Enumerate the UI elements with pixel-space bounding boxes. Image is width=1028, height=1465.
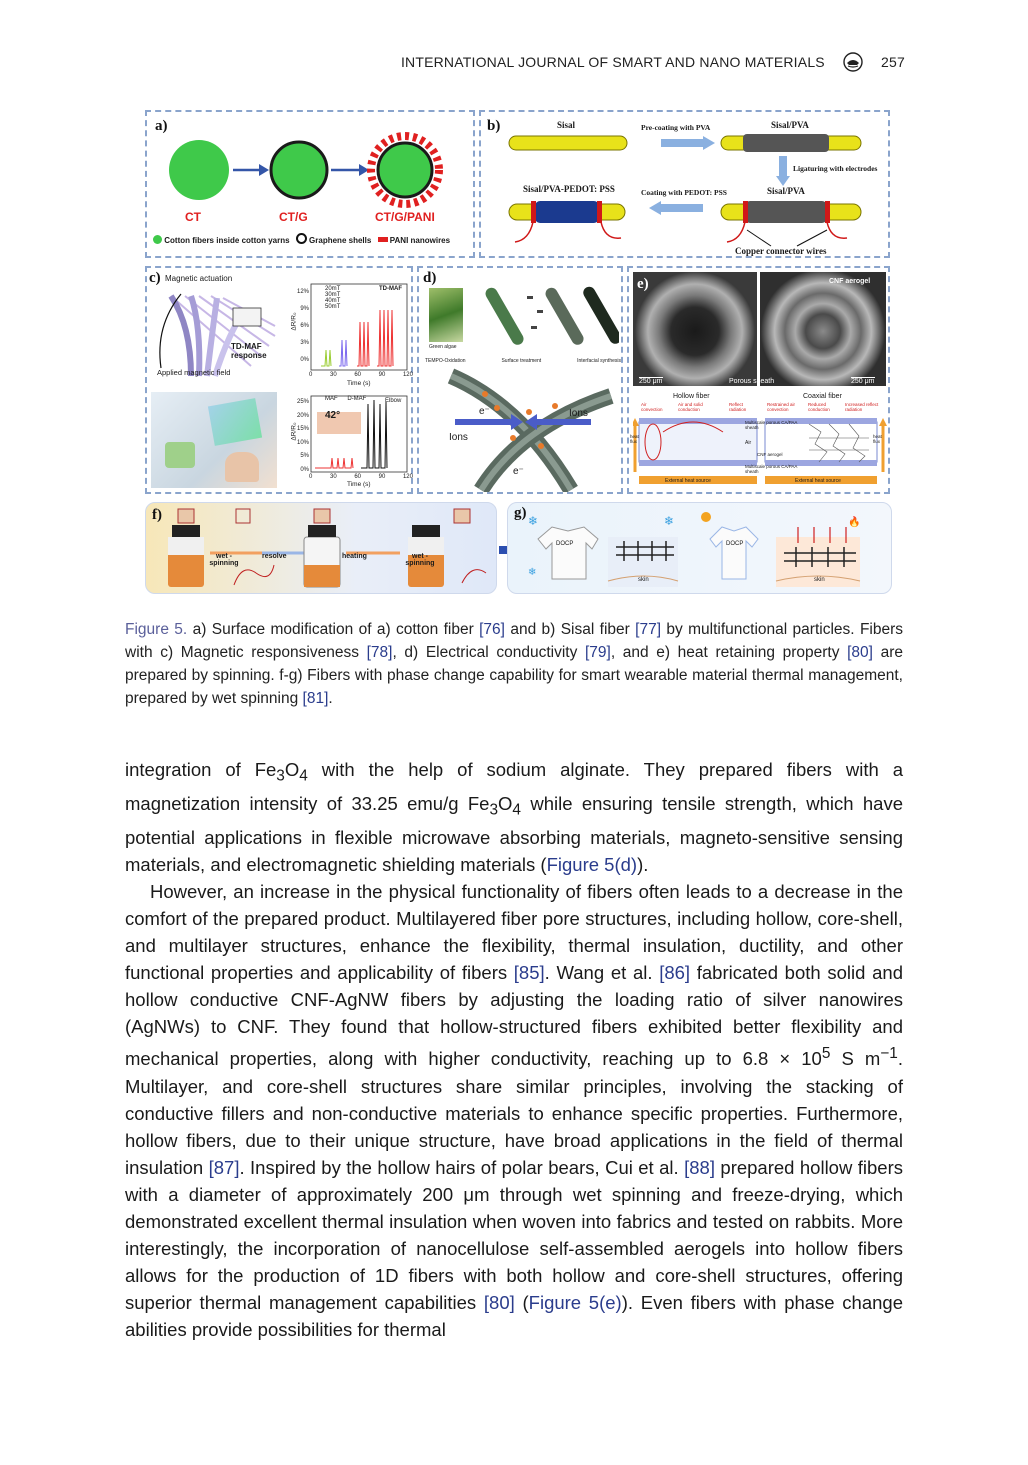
p2-text-g: prepared hollow fibers with a diameter of approximately 200 μm through wet spinning and freeze-drying, which demonstrated excellent thermal insulation when woven into fabrics and tested on rabbits. More interestingly, the incorporation of nanocellulose self-assembled aerogels into hollow fibers allows for the production of 1D fibers with both hollow and core-shell structures, offering superior thermal management capabilities xyxy=(125,1156,903,1314)
p2-text-i: ). Even fibers with phase change abilities provide possibilities for thermal xyxy=(125,1292,904,1341)
label-increased: Increased reflect radiation xyxy=(845,402,879,412)
running-head xyxy=(0,52,905,72)
svg-text:🔥: 🔥 xyxy=(848,517,861,528)
plot1-ytick-0: 12% xyxy=(296,289,309,295)
label-air-solid: Air and solid conduction xyxy=(678,402,703,412)
label-docp-1: DOCP xyxy=(556,541,574,547)
citation-87[interactable]: [87] xyxy=(208,1156,240,1178)
plot2-ytick-0: 25% xyxy=(296,399,309,405)
panel-f xyxy=(145,502,497,594)
p1-text-b: O xyxy=(284,759,300,780)
panel-d-letter: d) xyxy=(423,270,437,286)
label-ct-g: CT/G xyxy=(279,210,308,224)
sem-hollow-fiber-image xyxy=(633,272,757,386)
label-wet-spinning-2: wet -spinning xyxy=(405,553,435,567)
plot1-series-1: 30mT xyxy=(325,292,341,298)
plot2-ytick-5: 0% xyxy=(300,466,309,473)
page-number: 257 xyxy=(881,54,905,70)
label-skin-1: skin xyxy=(638,577,649,583)
label-reflect: Reflect radiation xyxy=(729,402,747,412)
label-scale-2: 250 μm xyxy=(851,378,875,385)
plot2-series-0: MAF xyxy=(325,396,338,402)
label-electron-2: e⁻ xyxy=(513,466,524,477)
plot2-ytick-3: 10% xyxy=(296,439,309,446)
label-restrained: Restrained air convection xyxy=(767,402,796,412)
label-ct: CT xyxy=(185,210,201,224)
p2-text-e: . Multilayer, and core-shell structures share similar principles, involving the stacking of conductive fillers and non-conductive materials to enhance specific properties. Furthermore, hollow fibers, due to their unique structure, have broad applications in the field of thermal insulation xyxy=(125,1048,903,1178)
label-coating: Coating with PEDOT: PSS xyxy=(641,188,727,197)
plot1-ytick-2: 6% xyxy=(300,323,309,329)
label-green-algae: Green algae xyxy=(429,344,457,350)
label-docp-2: DOCP xyxy=(726,541,744,547)
p1-text-e: while ensuring tensile strength, which have potential applications in flexible microwave absorbing materials, magneto-sensitive sensing materials, and electromagnetic shielding materials ( xyxy=(125,792,903,875)
figure-caption xyxy=(125,618,903,710)
citation-85[interactable]: [85] xyxy=(513,962,545,984)
panel-g xyxy=(507,502,892,594)
label-scale-1: 250 μm xyxy=(639,378,663,385)
label-heat-flux-right: heat flux xyxy=(873,434,882,444)
svg-text:❄: ❄ xyxy=(528,567,537,578)
citation-79[interactable]: [79] xyxy=(584,644,611,661)
p2-text-h: ( xyxy=(514,1292,529,1314)
p2-text-c: fabricated both solid and hollow conductive CNF-AgNW fibers by adjusting the loading ratio of silver nanowires (AgNWs) to CNF. They found that hollow-structured fibers exhibited better flexibility and mechanical properties, along with higher conductivity, reaching up to 6.8 × 10 xyxy=(125,962,903,1070)
label-surface: Surface treatment xyxy=(501,358,542,364)
label-sisal-pva-pedot: Sisal/PVA-PEDOT: PSS xyxy=(523,184,615,194)
label-multiscale-bottom: Multiscale porous CA/PAA sheath xyxy=(745,464,798,474)
legend-cotton-icon xyxy=(153,235,162,244)
plot1-ytick-3: 3% xyxy=(300,340,309,346)
journal-logo-icon xyxy=(843,52,863,72)
panel-a-letter: a) xyxy=(155,118,168,134)
citation-86[interactable]: [86] xyxy=(659,962,691,984)
label-air-convection: Air convection xyxy=(641,402,663,412)
ct-g-pani-fiber-icon xyxy=(371,136,439,204)
plot1-xtick-1: 30 xyxy=(329,372,337,378)
label-reduced: Reduced conduction xyxy=(808,402,830,412)
label-external-2: External heat source xyxy=(795,478,841,484)
label-multiscale-top: Multiscale porous CA/PAA sheath xyxy=(745,420,798,430)
panel-d-steps xyxy=(425,358,621,364)
label-tempo: TEMPO-Oxidation xyxy=(425,358,466,364)
caption-text-3: by multifunctional particles. Fibers with c) Magnetic responsiveness xyxy=(125,621,904,661)
paragraph-1 xyxy=(125,756,903,878)
ct-fiber-icon xyxy=(169,140,229,200)
panel-c-letter: c) xyxy=(149,270,161,286)
panel-e xyxy=(627,266,890,494)
fiber-synthesis-diagram xyxy=(469,276,619,356)
p1-text-d: O xyxy=(498,792,513,814)
label-sisal-pva-bottom: Sisal/PVA xyxy=(767,186,805,196)
panel-e-letter: e) xyxy=(637,276,649,292)
plot1-ytick-1: 9% xyxy=(300,306,309,312)
coaxial-annotations xyxy=(767,402,885,412)
panel-a-legend xyxy=(153,233,450,245)
label-porous-sheath: Porous sheath xyxy=(729,378,775,385)
elbow-plot xyxy=(301,394,411,480)
plot1-xtick-2: 60 xyxy=(354,372,361,378)
panel-f-diagram xyxy=(146,503,496,593)
caption-text-6: are prepared by spinning. f-g) Fibers with phase change capability for smart wearable material thermal management, prepared by wet spinning xyxy=(125,644,903,707)
caption-text-4: , d) Electrical conductivity xyxy=(392,644,585,661)
legend-pani-icon xyxy=(378,237,388,242)
label-heating: heating xyxy=(342,553,367,560)
legend-graphene-icon xyxy=(296,233,307,244)
label-coaxial-fiber: Coaxial fiber xyxy=(803,393,842,400)
plot2-xtick-0: 0 xyxy=(309,474,313,480)
plot2-ytick-2: 15% xyxy=(296,426,309,433)
plot1-ytick-4: 0% xyxy=(300,357,309,363)
legend-cotton: Cotton fibers inside cotton yarns xyxy=(164,236,290,245)
plot1-xticks xyxy=(309,372,413,378)
panel-f-letter: f) xyxy=(152,507,162,523)
plot2-ytick-1: 20% xyxy=(296,412,309,419)
panel-d xyxy=(417,266,623,494)
label-resolve: resolve xyxy=(262,553,287,560)
label-hollow-fiber: Hollow fiber xyxy=(673,393,710,400)
figure-5e-link[interactable]: Figure 5(e) xyxy=(528,1292,622,1314)
citation-80-body[interactable]: [80] xyxy=(483,1292,515,1314)
citation-88[interactable]: [88] xyxy=(684,1156,715,1178)
plot2-xtick-2: 60 xyxy=(354,474,361,480)
label-heat-flux-left: heat flux xyxy=(630,434,639,444)
label-cnf: CNF aerogel xyxy=(757,452,783,457)
caption-label: Figure 5. xyxy=(125,621,188,638)
legend-pani: PANI nanowires xyxy=(389,236,451,245)
panel-g-letter: g) xyxy=(514,505,527,521)
hollow-annotations xyxy=(641,402,759,412)
plot2-angle: 42° xyxy=(325,410,341,421)
panel-b-letter: b) xyxy=(487,118,501,134)
plot1-xlabel: Time (s) xyxy=(347,380,371,387)
panel-g-diagram xyxy=(508,503,891,593)
p1-sub-3: 3 xyxy=(489,801,499,819)
p1-text-a: integration of Fe xyxy=(125,759,277,780)
p1-sub-2: 4 xyxy=(299,767,308,785)
panel-c xyxy=(145,266,413,494)
p1-sub-4: 4 xyxy=(512,801,521,819)
plot1-series-3: 50mT xyxy=(325,304,341,310)
plot2-legend xyxy=(325,396,366,402)
plot1-tag: TD-MAF xyxy=(379,286,402,292)
p1-sub-1: 3 xyxy=(276,767,285,785)
label-precoat: Pre-coating with PVA xyxy=(641,123,711,132)
figure-5 xyxy=(145,110,890,595)
caption-text-7: . xyxy=(328,690,333,707)
label-ions-left: Ions xyxy=(449,432,468,443)
legend-graphene: Graphene shells xyxy=(309,236,372,245)
td-maf-plot xyxy=(301,280,411,380)
panel-b xyxy=(479,110,890,258)
plot2-xtick-4: 120 xyxy=(402,474,413,480)
green-algae-photo xyxy=(429,288,463,342)
label-interfacial: Interfacial synthesis xyxy=(577,358,621,364)
sem-coaxial-fiber-image xyxy=(760,272,886,386)
plot1-ylabel: ΔR/R₀ xyxy=(290,312,298,331)
plot2-xtick-3: 90 xyxy=(378,474,386,480)
caption-text-2: and b) Sisal fiber xyxy=(504,621,636,638)
plot2-ylabel: ΔR/R₀ xyxy=(290,422,298,441)
label-copper: Copper connector wires xyxy=(735,246,827,256)
label-wet-spinning-1: wet -spinning xyxy=(209,553,239,567)
label-ct-g-pani: CT/G/PANI xyxy=(375,210,435,224)
plot1-legend xyxy=(325,286,340,310)
caption-text-5: , and e) heat retaining property xyxy=(610,644,848,661)
plot2-xticks xyxy=(309,474,413,480)
p2-text-a: However, an increase in the physical functionality of fibers often leads to a decrease in the comfort of the prepared product. Multilayered fiber pore structures, including hollow, core-shell, and multilayer structures, enhance the flexibility, thermal insulation, ductility, and other functional properties and applicability of fibers xyxy=(125,880,903,984)
p2-text-d: S m xyxy=(830,1048,881,1070)
paragraph-2 xyxy=(125,878,903,1344)
svg-text:❄: ❄ xyxy=(528,514,539,528)
plot1-series-2: 40mT xyxy=(325,298,341,304)
p1-text-c: with the help of sodium alginate. They prepared fibers with a magnetization intensity of 33.25 emu/g Fe xyxy=(125,759,903,814)
ct-g-fiber-icon xyxy=(271,142,327,198)
plot1-xtick-4: 120 xyxy=(402,372,413,378)
label-ions-right: Ions xyxy=(569,408,588,419)
label-skin-2: skin xyxy=(814,577,825,583)
label-electron-1: e⁻ xyxy=(479,406,490,417)
p2-sup-2: −1 xyxy=(880,1045,898,1063)
citation-81[interactable]: [81] xyxy=(302,690,329,707)
panel-a xyxy=(145,110,475,258)
citation-80[interactable]: [80] xyxy=(847,644,873,661)
citation-77[interactable]: [77] xyxy=(635,621,662,638)
p2-sup-1: 5 xyxy=(821,1045,831,1063)
caption-text-1: a) Surface modification of a) cotton fiber xyxy=(187,621,480,638)
plot2-xlabel: Time (s) xyxy=(347,481,371,488)
plot2-ytick-4: 5% xyxy=(300,453,309,460)
journal-title: INTERNATIONAL JOURNAL OF SMART AND NANO MATERIALS xyxy=(400,54,825,70)
label-sisal: Sisal xyxy=(557,120,576,130)
p2-text-f: . Inspired by the hollow hairs of polar bears, Cui et al. xyxy=(239,1156,685,1178)
wearable-photo xyxy=(151,392,277,488)
label-ligature: Ligaturing with electrodes xyxy=(793,164,878,173)
p1-text-f: ). xyxy=(637,853,649,875)
body-text xyxy=(125,756,903,1344)
label-cnf-aerogel: CNF aerogel xyxy=(829,278,871,285)
citation-76[interactable]: [76] xyxy=(479,621,505,638)
plot1-xtick-3: 90 xyxy=(378,372,386,378)
figure-5d-link[interactable]: Figure 5(d) xyxy=(546,853,638,875)
p2-text-b: . Wang et al. xyxy=(544,962,660,984)
citation-78[interactable]: [78] xyxy=(366,644,393,661)
label-applied-field: Applied magnetic field xyxy=(157,368,231,377)
svg-text:❄: ❄ xyxy=(664,514,675,528)
label-sisal-pva-top: Sisal/PVA xyxy=(771,120,809,130)
label-td-maf-response: TD-MAF response xyxy=(231,342,267,360)
label-magnetic-actuation: Magnetic actuation xyxy=(165,274,233,283)
label-external-1: External heat source xyxy=(665,478,711,484)
label-air: Air xyxy=(745,440,752,446)
plot1-series-0: 20mT xyxy=(325,286,341,292)
plot2-tag: Elbow xyxy=(385,398,402,404)
plot1-xtick-0: 0 xyxy=(309,372,313,378)
plot2-series-1: D-MAF xyxy=(347,396,367,402)
plot2-xtick-1: 30 xyxy=(329,474,337,480)
